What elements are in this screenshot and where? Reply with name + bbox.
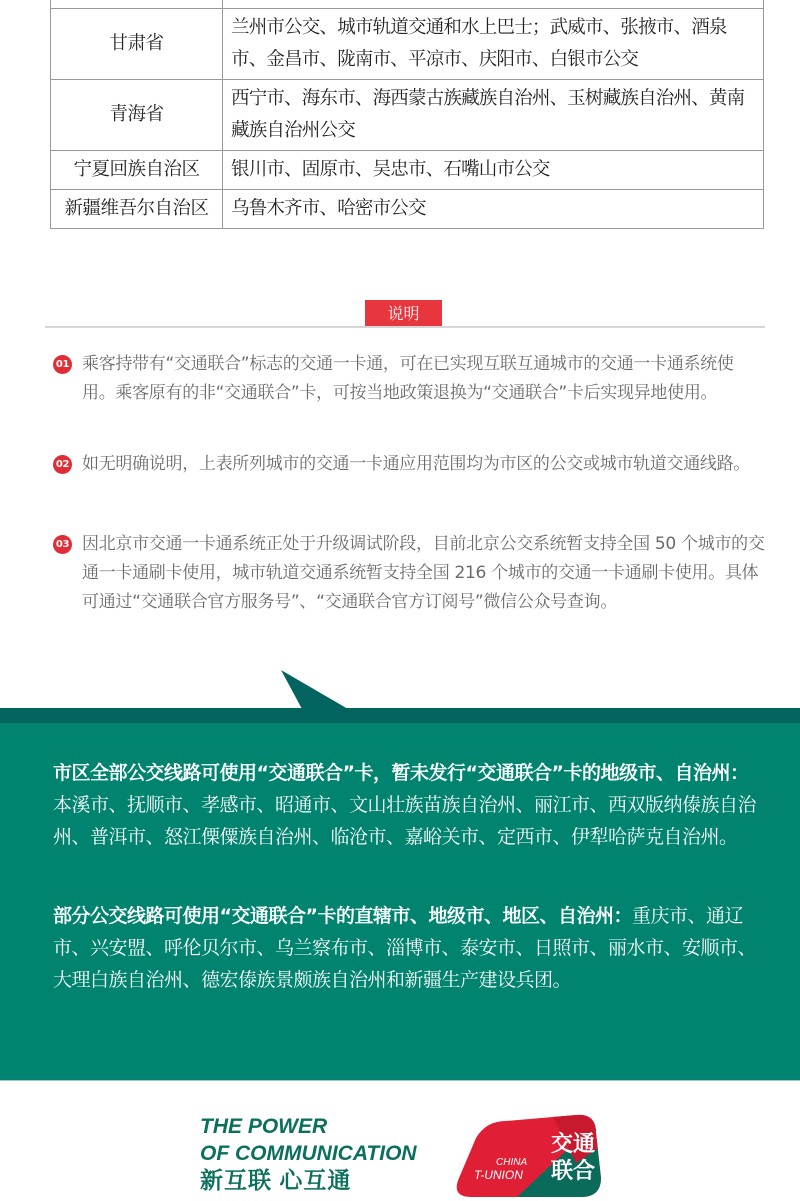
footer-divider: [0, 1080, 800, 1081]
paragraph-heading: 市区全部公交线路可使用“交通联合”卡，暂未发行“交通联合”卡的地级市、自治州：: [53, 762, 749, 784]
cities-cell: 兰州市公交、城市轨道交通和水上巴士；武威市、张掖市、酒泉市、金昌市、陇南市、平凉市、庆阳市、白银市公交: [223, 9, 764, 80]
highlight-paragraph: [53, 757, 763, 853]
note-text: 如无明确说明，上表所列城市的交通一卡通应用范围均为市区的公交或城市轨道交通线路。: [82, 454, 750, 474]
cities-cell: 西宁市、海东市、海西蒙古族藏族自治州、玉树藏族自治州、黄南藏族自治州公交: [223, 80, 764, 151]
paragraph-heading: 部分公交线路可使用“交通联合”卡的直辖市、地级市、地区、自治州：: [53, 905, 632, 927]
svg-text:联合: 联合: [551, 1159, 596, 1184]
band-top-strip: [0, 708, 800, 723]
slogan: [200, 1113, 417, 1194]
slogan-en-line2: OF COMMUNICATION: [200, 1142, 417, 1165]
province-cell: 甘肃省: [51, 9, 223, 80]
t-union-logo-icon: [456, 1113, 606, 1198]
paragraph-text: 重庆市、通辽市、兴安盟、呼伦贝尔市、乌兰察布市、淄博市、泰安市、日照市、丽水市、安顺市、大理白族自治州、德宏傣族景颇族自治州和新疆生产建设兵团。: [53, 905, 757, 991]
svg-text:交通: 交通: [551, 1132, 596, 1157]
cities-cell: 银川市、固原市、吴忠市、石嘴山市公交: [223, 151, 764, 190]
paragraph-text: 本溪市、抚顺市、孝感市、昭通市、文山壮族苗族自治州、丽江市、西双版纳傣族自治州、普洱市、怒江傈僳族自治州、临沧市、嘉峪关市、定西市、伊犁哈萨克自治州。: [53, 794, 757, 848]
note-number-badge: 01: [53, 355, 72, 374]
note-number-badge: 03: [53, 535, 72, 554]
notes-label: 说明: [365, 300, 442, 327]
province-cell: 宁夏回族自治区: [51, 151, 223, 190]
note-number-badge: 02: [53, 455, 72, 474]
province-cell: 新疆维吾尔自治区: [51, 190, 223, 229]
highlight-paragraph: [53, 900, 763, 996]
slogan-en-line1: THE POWER: [200, 1115, 328, 1138]
note-text: 乘客持带有“交通联合”标志的交通一卡通，可在已实现互联互通城市的交通一卡通系统使用。乘客原有的非“交通联合”卡，可按当地政策退换为“交通联合”卡后实现异地使用。: [82, 354, 734, 403]
svg-text:T-UNION: T-UNION: [474, 1168, 523, 1182]
note-text: 因北京市交通一卡通系统正处于升级调试阶段，目前北京公交系统暂支持全国 50 个城市的交通一卡通刷卡使用，城市轨道交通系统暂支持全国 216 个城市的交通一卡通刷卡使用。具体可通过“交通联合官方服务号”、“交通联合官方订阅号”微信公众号查询。: [82, 534, 765, 612]
slogan-cn: 新互联 心互通: [200, 1167, 352, 1193]
province-cell: 青海省: [51, 80, 223, 151]
svg-text:CHINA: CHINA: [496, 1157, 528, 1168]
cities-cell: 乌鲁木齐市、哈密市公交: [223, 190, 764, 229]
